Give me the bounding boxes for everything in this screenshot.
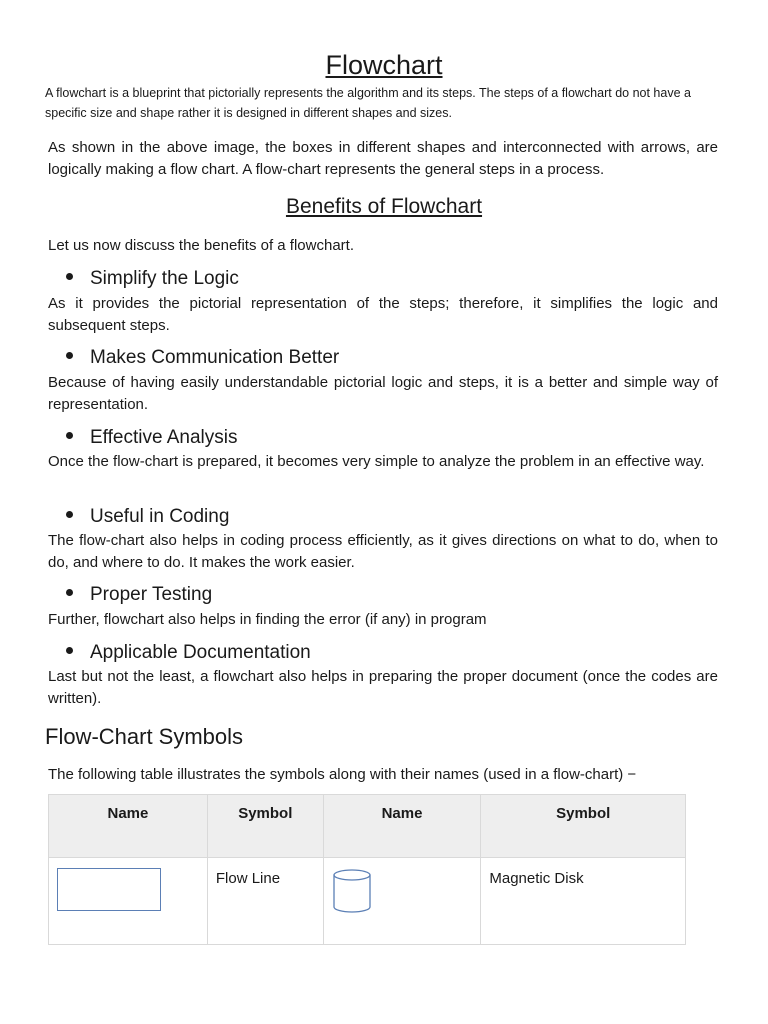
page-title: Flowchart	[325, 50, 443, 80]
bullet-icon	[66, 589, 73, 596]
table-cell	[323, 858, 481, 945]
description-paragraph: As shown in the above image, the boxes in different shapes and interconnected with arrows, are logically making a flow chart. A flow-chart represents the general steps in a process.	[48, 139, 718, 178]
table-cell	[49, 858, 208, 945]
table-header-row	[49, 795, 686, 858]
symbols-heading: Flow-Chart Symbols	[45, 724, 244, 749]
benefit-heading: Proper Testing	[66, 583, 212, 607]
benefit-heading: Effective Analysis	[66, 426, 238, 450]
benefits-intro: Let us now discuss the benefits of a flowchart.	[48, 237, 354, 254]
benefit-heading: Simplify the Logic	[66, 267, 239, 291]
table-row	[49, 858, 686, 945]
bullet-icon	[66, 511, 73, 518]
magnetic-disk-icon	[332, 868, 372, 914]
bullet-icon	[66, 273, 73, 280]
benefit-text: Once the flow-chart is prepared, it becomes very simple to analyze the problem in an effective way.	[48, 453, 705, 470]
table-cell: Magnetic Disk	[481, 858, 686, 945]
benefit-text: Last but not the least, a flowchart also helps in preparing the proper document (once the codes are written).	[48, 668, 718, 707]
table-cell: Flow Line	[207, 858, 323, 945]
benefit-text: The flow-chart also helps in coding process efficiently, as it gives directions on what to do, when to do, and where to do. It makes the work easier.	[48, 532, 718, 571]
bullet-icon	[66, 352, 73, 359]
benefit-heading: Applicable Documentation	[66, 641, 311, 665]
intro-text: A flowchart is a blueprint that pictorially represents the algorithm and its steps. The steps of a flowchart do not have a specific size and shape rather it is designed in different shapes and sizes.	[45, 86, 691, 120]
process-rectangle-icon	[57, 868, 161, 911]
benefit-heading: Makes Communication Better	[66, 346, 339, 370]
symbols-table	[48, 794, 686, 945]
symbols-intro: The following table illustrates the symbols along with their names (used in a flow-chart) −	[48, 766, 637, 783]
table-header-cell: Symbol	[481, 795, 686, 858]
benefits-heading: Benefits of Flowchart	[285, 195, 483, 218]
benefit-heading: Useful in Coding	[66, 505, 229, 529]
benefit-text: As it provides the pictorial representation of the steps; therefore, it simplifies the logic and subsequent steps.	[48, 295, 718, 334]
benefit-text: Because of having easily understandable pictorial logic and steps, it is a better and simple way of representation.	[48, 374, 718, 413]
benefit-text: Further, flowchart also helps in finding the error (if any) in program	[48, 611, 487, 628]
bullet-icon	[66, 647, 73, 654]
bullet-icon	[66, 432, 73, 439]
table-header-cell: Name	[49, 795, 208, 858]
table-header-cell: Symbol	[207, 795, 323, 858]
table-header-cell: Name	[323, 795, 481, 858]
